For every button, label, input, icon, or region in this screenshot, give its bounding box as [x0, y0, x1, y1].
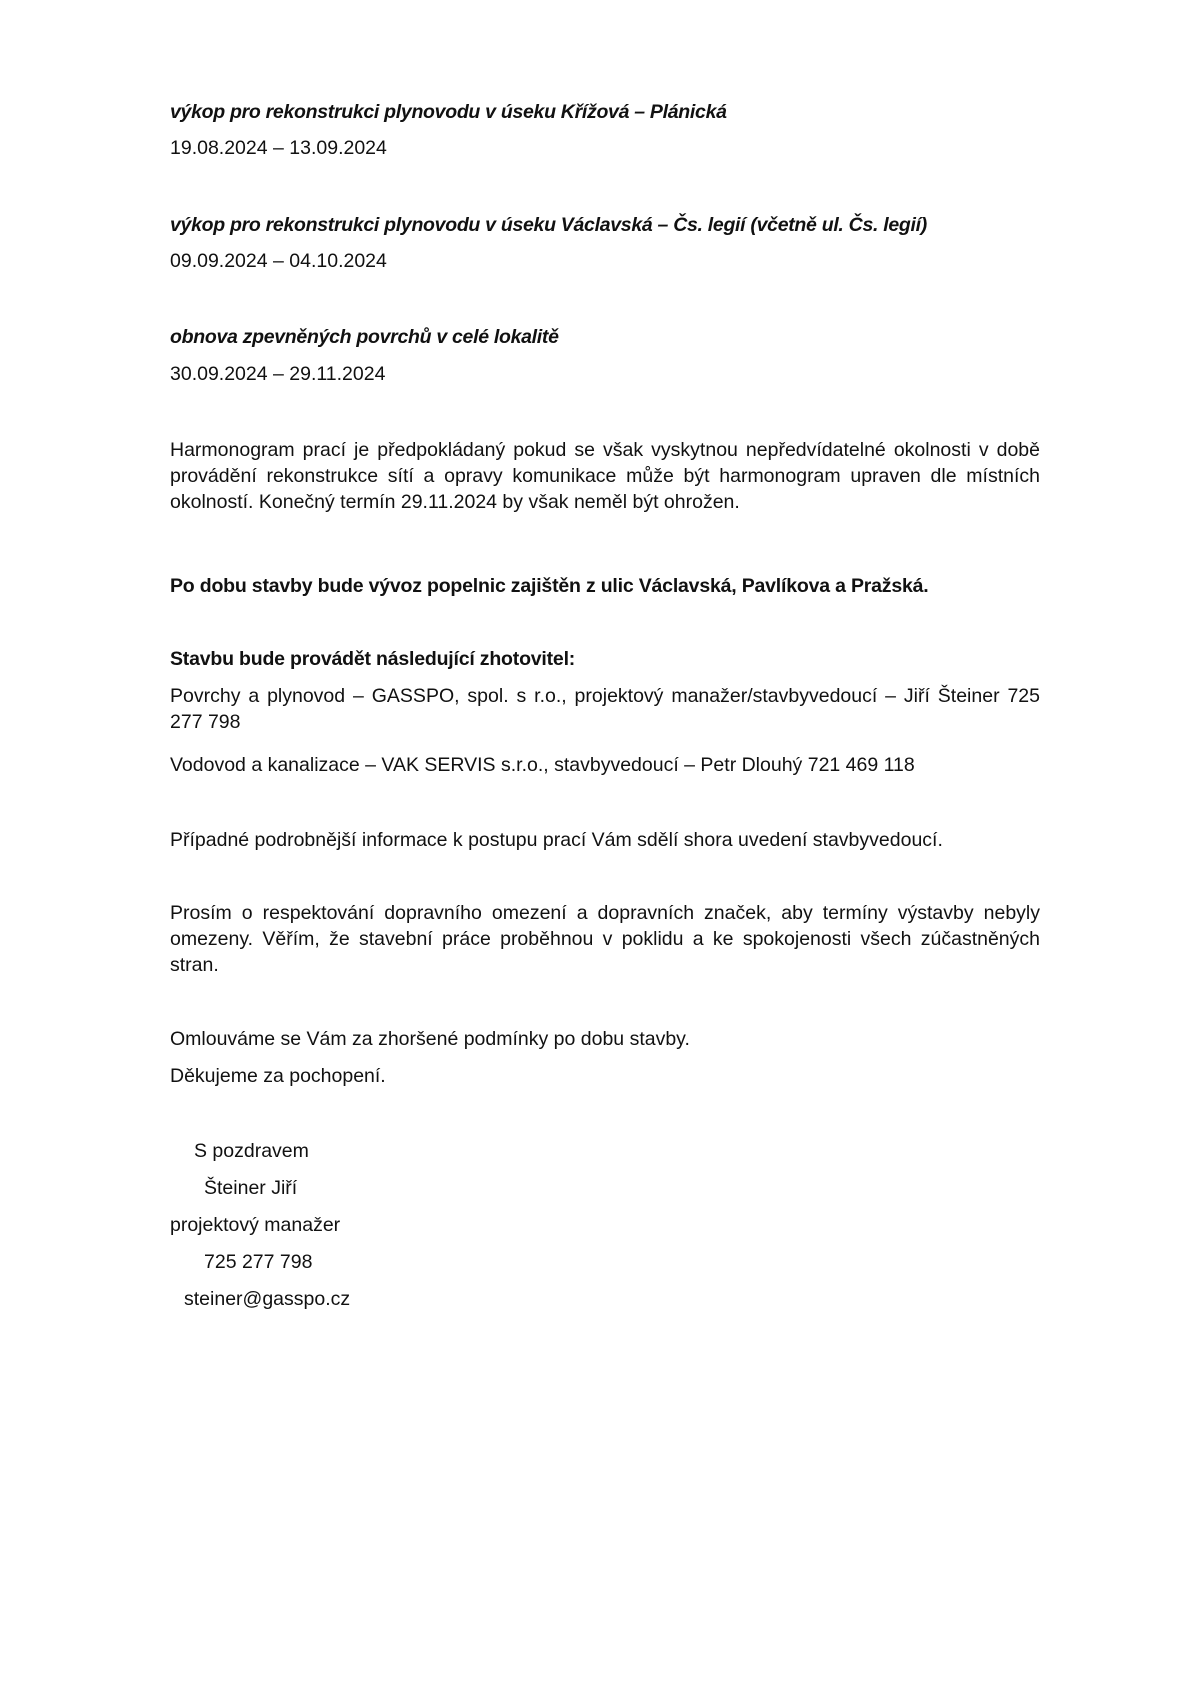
schedule-item-2-dates: 09.09.2024 – 04.10.2024: [170, 250, 387, 272]
thanks-line: Děkujeme za pochopení.: [170, 1065, 386, 1087]
signature-phone: 725 277 798: [204, 1251, 313, 1273]
signature-role: projektový manažer: [170, 1214, 341, 1236]
signature-email-link[interactable]: steiner@gasspo.cz: [184, 1288, 351, 1310]
schedule-item-1-title: výkop pro rekonstrukci plynovodu v úseku Křížová – Plánická: [170, 101, 727, 123]
schedule-item-2-title: výkop pro rekonstrukci plynovodu v úseku Václavská – Čs. legií (včetně ul. Čs. legií): [170, 214, 927, 236]
contractor-heading: Stavbu bude provádět následující zhotovitel:: [170, 648, 576, 670]
harmonogram-paragraph: Harmonogram prací je předpokládaný pokud se však vyskytnou nepředvídatelné okolnosti v době provádění rekonstrukce sítí a opravy komunikace může být harmonogram upraven dle místních okolností. Konečný termín 29.11.2024 by však neměl být ohrožen.: [170, 439, 1040, 513]
waste-collection-note: Po dobu stavby bude vývoz popelnic zajištěn z ulic Václavská, Pavlíkova a Pražská.: [170, 575, 929, 597]
respect-paragraph: Prosím o respektování dopravního omezení a dopravních značek, aby termíny výstavby nebyly omezeny. Věřím, že stavební práce proběhnou v poklidu a ke spokojenosti všech zúčastněných stran.: [170, 902, 1040, 976]
signature-name: Šteiner Jiří: [204, 1177, 298, 1199]
apology-line: Omlouváme se Vám za zhoršené podmínky po dobu stavby.: [170, 1028, 690, 1050]
signature-greeting: S pozdravem: [194, 1140, 309, 1162]
contractor-gasspo: Povrchy a plynovod – GASSPO, spol. s r.o., projektový manažer/stavbyvedoucí – Jiří Šteiner 725 277 798: [170, 685, 1040, 733]
schedule-item-1-dates: 19.08.2024 – 13.09.2024: [170, 137, 387, 159]
schedule-item-3-title: obnova zpevněných povrchů v celé lokalitě: [170, 326, 559, 348]
schedule-item-3-dates: 30.09.2024 – 29.11.2024: [170, 363, 386, 385]
info-paragraph: Případné podrobnější informace k postupu prací Vám sdělí shora uvedení stavbyvedoucí.: [170, 829, 943, 851]
contractor-vak-servis: Vodovod a kanalizace – VAK SERVIS s.r.o., stavbyvedoucí – Petr Dlouhý 721 469 118: [170, 754, 915, 776]
